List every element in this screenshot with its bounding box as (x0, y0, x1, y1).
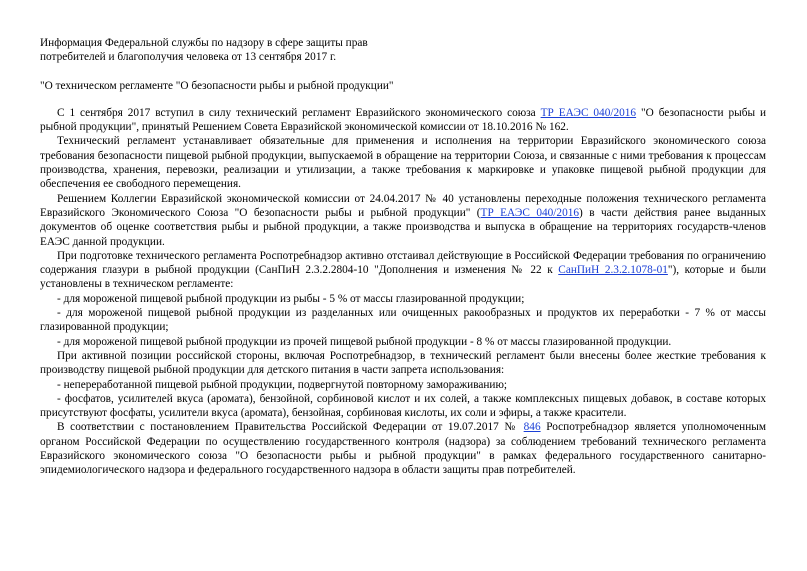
tr-eaes-link-1[interactable]: ТР ЕАЭС 040/2016 (540, 106, 637, 119)
list-item: - для мороженой пищевой рыбной продукции из прочей пищевой рыбной продукции - 8 % от массы глазированной продукции. (57, 335, 672, 348)
paragraph-4-text-b: "), которые и были установлены в техническом регламенте: (40, 264, 766, 291)
paragraph-6-text-b: Роспотребнадзор является уполномоченным органом Российской Федерации по осуществлению государственного контроля (надзора) за соблюдением требований технического регламента Евразийского экономического союза "О безопасности рыбы и рыбной продукции" в рамках федерального государственного санитарно-эпидемиологического надзора и федерального государственного надзора в области защиты прав потребителей. (40, 421, 766, 477)
paragraph-1 (40, 106, 766, 135)
paragraph-3-text-a: Решением Коллегии Евразийской экономической комиссии от 24.04.2017 № 40 установлены переходные положения технического регламента Евразийского Экономического Союза "О безопасности рыбы и рыбной продукции" ( (40, 192, 766, 219)
document-header (40, 36, 766, 65)
sanpin-link[interactable]: СанПиН 2.3.2.1078-01 (558, 264, 668, 277)
paragraph-6-text-a: В соответствии с постановлением Правительства Российской Федерации от 19.07.2017 № (57, 421, 524, 434)
list-item: - фосфатов, усилителей вкуса (аромата), бензойной, сорбиновой кислот и их солей, а также комплексных пищевых добавок, в составе которых присутствуют фосфаты, усилители вкуса (аромата), бензойная, сорбиновая кислоты, их соли и эфиры, а также красители. (40, 392, 766, 420)
paragraph-1-text-a: С 1 сентября 2017 вступил в силу технический регламент Евразийского экономического союза (57, 106, 541, 119)
decree-846-link[interactable]: 846 (523, 421, 541, 434)
paragraph-3 (40, 192, 766, 249)
document-page (40, 36, 766, 478)
paragraph-3-text-b: ) в части действия ранее выданных документов об оценке соответствия рыбы и рыбной продукции, а также производства и выпуска в обращение на территориях государств-членов ЕАЭС данной продукции. (40, 206, 767, 248)
paragraph-2: Технический регламент устанавливает обязательные для применения и исполнения на территории Евразийского экономического союза требования безопасности пищевой рыбной продукции, выпускаемой в обращение на территории Союза, и связанные с ними требования к процессам производства, хранения, перевозки, реализации и утилизации, а также требования к маркировке и упаковке пищевой рыбной продукции для обеспечения ее свободного перемещения. (40, 135, 766, 191)
tr-eaes-link-2[interactable]: ТР ЕАЭС 040/2016 (480, 206, 580, 219)
paragraph-1-text-b: "О безопасности рыбы и рыбной продукции", принятый Решением Совета Евразийской экономической комиссии от 18.10.2016 № 162. (40, 106, 767, 134)
paragraph-4-text-a: При подготовке технического регламента Роспотребнадзор активно отстаивал действующие в Российской Федерации требования по ограничению содержания глазури в рыбной продукции (СанПиН 2.3.2.2804-10 "Дополнения и изменения № 22 к (40, 249, 766, 277)
header-line-1: Информация Федеральной службы по надзору в сфере защиты прав (40, 37, 368, 49)
paragraph-5: При активной позиции российской стороны, включая Роспотребнадзор, в технический регламент были внесены более жесткие требования к производству пищевой рыбной продукции для детского питания в части запрета использования: (40, 349, 766, 377)
paragraph-6 (40, 420, 766, 477)
header-line-2: потребителей и благополучия человека от 13 сентября 2017 г. (40, 51, 337, 64)
paragraph-4 (40, 249, 766, 292)
list-item: - непереработанной пищевой рыбной продукции, подвергнутой повторному замораживанию; (57, 378, 508, 391)
list-item: - для мороженой пищевой рыбной продукции из разделанных или очищенных ракообразных и продуктов их переработки - 7 % от массы глазированной продукции; (40, 307, 766, 334)
document-title: "О техническом регламенте "О безопасности рыбы и рыбной продукции" (40, 79, 394, 92)
list-item: - для мороженой пищевой рыбной продукции из рыбы - 5 % от массы глазированной продукции; (57, 292, 525, 305)
